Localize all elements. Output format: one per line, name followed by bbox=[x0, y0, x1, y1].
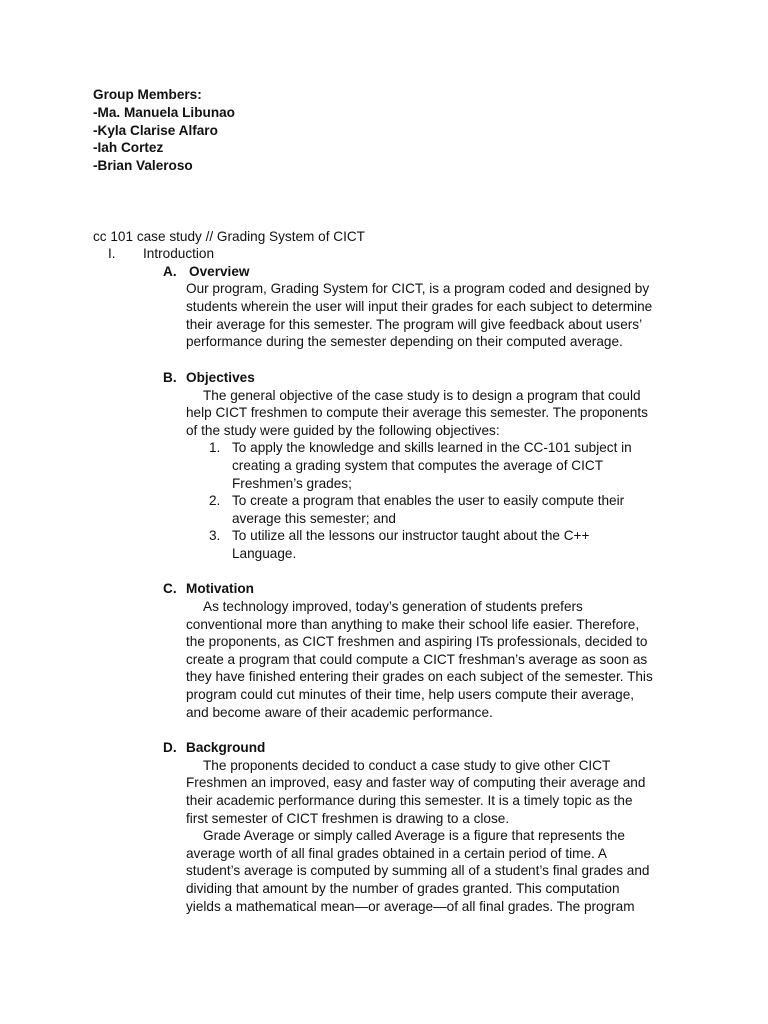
paragraph-line: first semester of CICT freshmen is drawing to a close. bbox=[186, 811, 510, 826]
document-title: cc 101 case study // Grading System of CICT bbox=[93, 229, 365, 244]
paragraph-line: The general objective of the case study is to design a program that could bbox=[203, 388, 641, 403]
paragraph-line: Grade Average or simply called Average is a figure that represents the bbox=[203, 828, 625, 843]
list-item-line: average this semester; and bbox=[232, 511, 396, 526]
section-title: Introduction bbox=[143, 246, 215, 261]
list-item-number: 1. bbox=[209, 440, 221, 455]
member-name: -Brian Valeroso bbox=[93, 158, 193, 173]
paragraph-line: The proponents decided to conduct a case study to give other CICT bbox=[203, 758, 611, 773]
paragraph-line: and become aware of their academic performance. bbox=[186, 705, 493, 720]
paragraph-line: the proponents, as CICT freshmen and aspiring ITs professionals, decided to bbox=[186, 634, 648, 649]
paragraph-line: As technology improved, today’s generation of students prefers bbox=[203, 599, 583, 614]
member-name: -Ma. Manuela Libunao bbox=[93, 105, 235, 120]
paragraph-line: student’s average is computed by summing all of a student’s final grades and bbox=[186, 863, 650, 878]
group-members-heading: Group Members: bbox=[93, 87, 202, 102]
paragraph-line: conventional more than anything to make their school life easier. Therefore, bbox=[186, 617, 640, 632]
subsection-letter: C. bbox=[163, 581, 177, 596]
subsection-letter: B. bbox=[163, 370, 177, 385]
subsection-letter: A. bbox=[163, 264, 177, 279]
paragraph-line: dividing that amount by the number of grades granted. This computation bbox=[186, 881, 620, 896]
paragraph-line: Our program, Grading System for CICT, is a program coded and designed by bbox=[186, 281, 650, 296]
paragraph-line: their average for this semester. The program will give feedback about users’ bbox=[186, 317, 643, 332]
member-name: -Iah Cortez bbox=[93, 140, 164, 155]
list-item-line: creating a grading system that computes the average of CICT bbox=[232, 458, 603, 473]
subsection-title-objectives: Objectives bbox=[186, 370, 255, 385]
paragraph-line: help CICT freshmen to compute their average this semester. The proponents bbox=[186, 405, 648, 420]
subsection-letter: D. bbox=[163, 740, 177, 755]
subsection-title-overview: Overview bbox=[189, 264, 250, 279]
list-item-number: 3. bbox=[209, 528, 221, 543]
section-numeral: I. bbox=[108, 246, 116, 261]
subsection-title-motivation: Motivation bbox=[186, 581, 254, 596]
paragraph-line: of the study were guided by the following objectives: bbox=[186, 423, 500, 438]
list-item-line: Freshmen’s grades; bbox=[232, 476, 352, 491]
list-item-line: To utilize all the lessons our instructor taught about the C++ bbox=[232, 528, 590, 543]
paragraph-line: students wherein the user will input their grades for each subject to determine bbox=[186, 299, 653, 314]
list-item-line: To apply the knowledge and skills learned in the CC-101 subject in bbox=[232, 440, 632, 455]
paragraph-line: performance during the semester depending on their computed average. bbox=[186, 334, 623, 349]
member-name: -Kyla Clarise Alfaro bbox=[93, 123, 218, 138]
list-item-line: To create a program that enables the user to easily compute their bbox=[232, 493, 625, 508]
subsection-title-background: Background bbox=[186, 740, 266, 755]
list-item-line: Language. bbox=[232, 546, 297, 561]
paragraph-line: their academic performance during this semester. It is a timely topic as the bbox=[186, 793, 633, 808]
paragraph-line: they have finished entering their grades on each subject of the semester. This bbox=[186, 669, 653, 684]
paragraph-line: average worth of all final grades obtained in a certain period of time. A bbox=[186, 846, 607, 861]
paragraph-line: yields a mathematical mean—or average—of all final grades. The program bbox=[186, 899, 635, 914]
paragraph-line: create a program that could compute a CICT freshman’s average as soon as bbox=[186, 652, 648, 667]
list-item-number: 2. bbox=[209, 493, 221, 508]
paragraph-line: program could cut minutes of their time, help users compute their average, bbox=[186, 687, 635, 702]
paragraph-line: Freshmen an improved, easy and faster way of computing their average and bbox=[186, 775, 646, 790]
